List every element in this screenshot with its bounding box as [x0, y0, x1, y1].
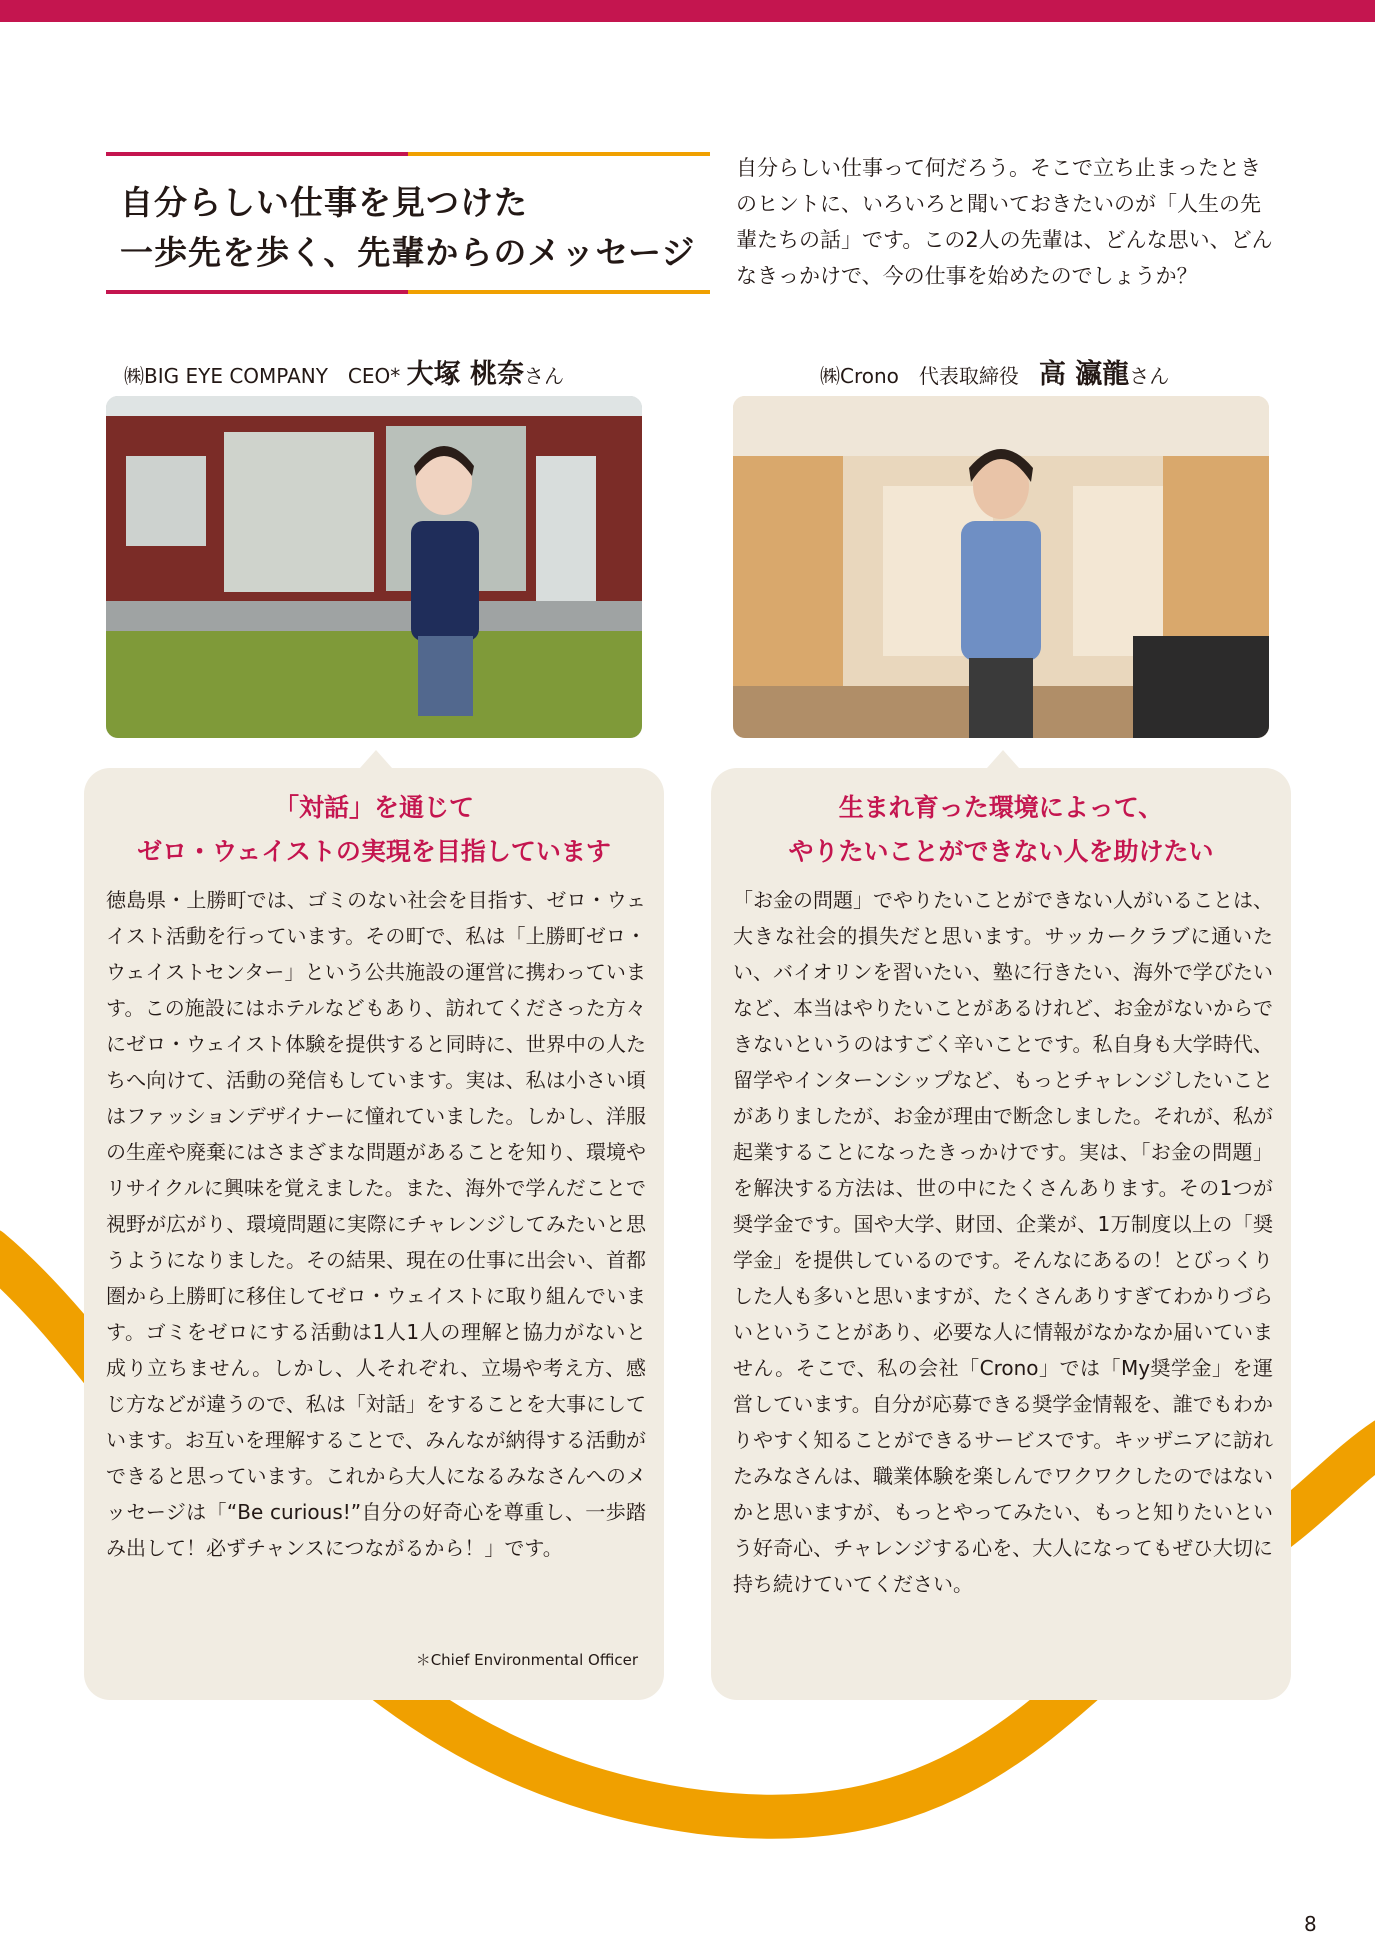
- right-message-body: 「お金の問題」でやりたいことができない人がいることは、大きな社会的損失だと思います。サッカークラブに通いたい、バイオリンを習いたい、塾に行きたい、海外で学びたいなど、本当はやりたいことがあるけれど、お金がないからできないというのはすごく辛いことです。私自身も大学時代、留学やインターンシップなど、もっとチャレンジしたいことがありましたが、お金が理由で断念しました。それが、私が起業することになったきっかけです。実は、「お金の問題」を解決する方法は、世の中にたくさんあります。その1つが奨学金です。国や大学、財団、企業が、1万制度以上の「奨学金」を提供しているのです。そんなにあるの！とびっくりした人も多いと思いますが、たくさんありすぎてわかりづらいということがあり、必要な人に情報がなかなか届いていません。そこで、私の会社「Crono」では「My奨学金」を運営しています。自分が応募できる奨学金情報を、誰でもわかりやすく知ることができるサービスです。キッザニアに訪れたみなさんは、職業体験を楽しんでワクワクしたのではないかと思いますが、もっとやってみたい、もっと知りたいという好奇心、チャレンジする心を、大人になってもぜひ大切に持ち続けていてください。: [733, 888, 1273, 1596]
- left-message-card: [84, 768, 664, 1700]
- left-message-body: 徳島県・上勝町では、ゴミのない社会を目指す、ゼロ・ウェイスト活動を行っています。その町で、私は「上勝町ゼロ・ウェイストセンター」という公共施設の運営に携わっています。この施設にはホテルなどもあり、訪れてくださった方々にゼロ・ウェイスト体験を提供すると同時に、世界中の人たちへ向けて、活動の発信もしています。実は、私は小さい頃はファッションデザイナーに憧れていました。しかし、洋服の生産や廃棄にはさまざまな問題があることを知り、環境やリサイクルに興味を覚えました。また、海外で学んだことで視野が広がり、環境問題に実際にチャレンジしてみたいと思うようになりました。その結果、現在の仕事に出会い、首都圏から上勝町に移住してゼロ・ウェイストに取り組んでいます。ゴミをゼロにする活動は1人1人の理解と協力がないと成り立ちません。しかし、人それぞれ、立場や考え方、感じ方などが違うので、私は「対話」をすることを大事にしています。お互いを理解することで、みんなが納得する活動ができると思っています。これから大人になるみなさんへのメッセージは「“Be curious!”自分の好奇心を尊重し、一歩踏み出して！必ずチャンスにつながるから！」です。: [106, 888, 646, 1560]
- intro-text: 自分らしい仕事って何だろう。そこで立ち止まったときのヒントに、いろいろと聞いておきたいのが「人生の先輩たちの話」です。この2人の先輩は、どんな思い、どんなきっかけで、今の仕事を始めたのでしょうか？: [736, 156, 1273, 288]
- headline-rule-top: [106, 152, 710, 156]
- left-company: ㈱BIG EYE COMPANY CEO*: [124, 364, 407, 388]
- page-title-line1: 自分らしい仕事を見つけた: [120, 183, 528, 222]
- right-heading-line2: やりたいことができない人を助けたい: [788, 837, 1214, 866]
- right-message-card: [711, 768, 1291, 1700]
- right-message-heading: [711, 786, 1291, 874]
- right-company: ㈱Crono 代表取締役: [820, 364, 1039, 388]
- left-message-heading: [84, 786, 664, 874]
- headline-rule-bottom: [106, 290, 710, 294]
- page-title-line2: 一歩先を歩く、先輩からのメッセージ: [120, 233, 696, 272]
- left-person-label: [124, 352, 564, 391]
- headline-box: [106, 152, 710, 294]
- left-footnote: ＊Chief Environmental Officer: [415, 1651, 638, 1669]
- left-honorific: さん: [524, 364, 565, 388]
- right-person-label: [820, 352, 1169, 391]
- page-title: [120, 178, 695, 278]
- page-number: 8: [1304, 1912, 1317, 1936]
- right-person-name: 高 瀛龍: [1038, 359, 1130, 390]
- right-person-photo: [733, 396, 1269, 738]
- left-heading-line2: ゼロ・ウェイストの実現を目指しています: [137, 837, 611, 866]
- right-honorific: さん: [1129, 364, 1170, 388]
- right-heading-line1: 生まれ育った環境によって、: [838, 793, 1164, 822]
- left-person-photo: [106, 396, 642, 738]
- left-person-name: 大塚 桃奈: [406, 359, 525, 390]
- left-heading-line1: 「対話」を通じて: [273, 793, 474, 822]
